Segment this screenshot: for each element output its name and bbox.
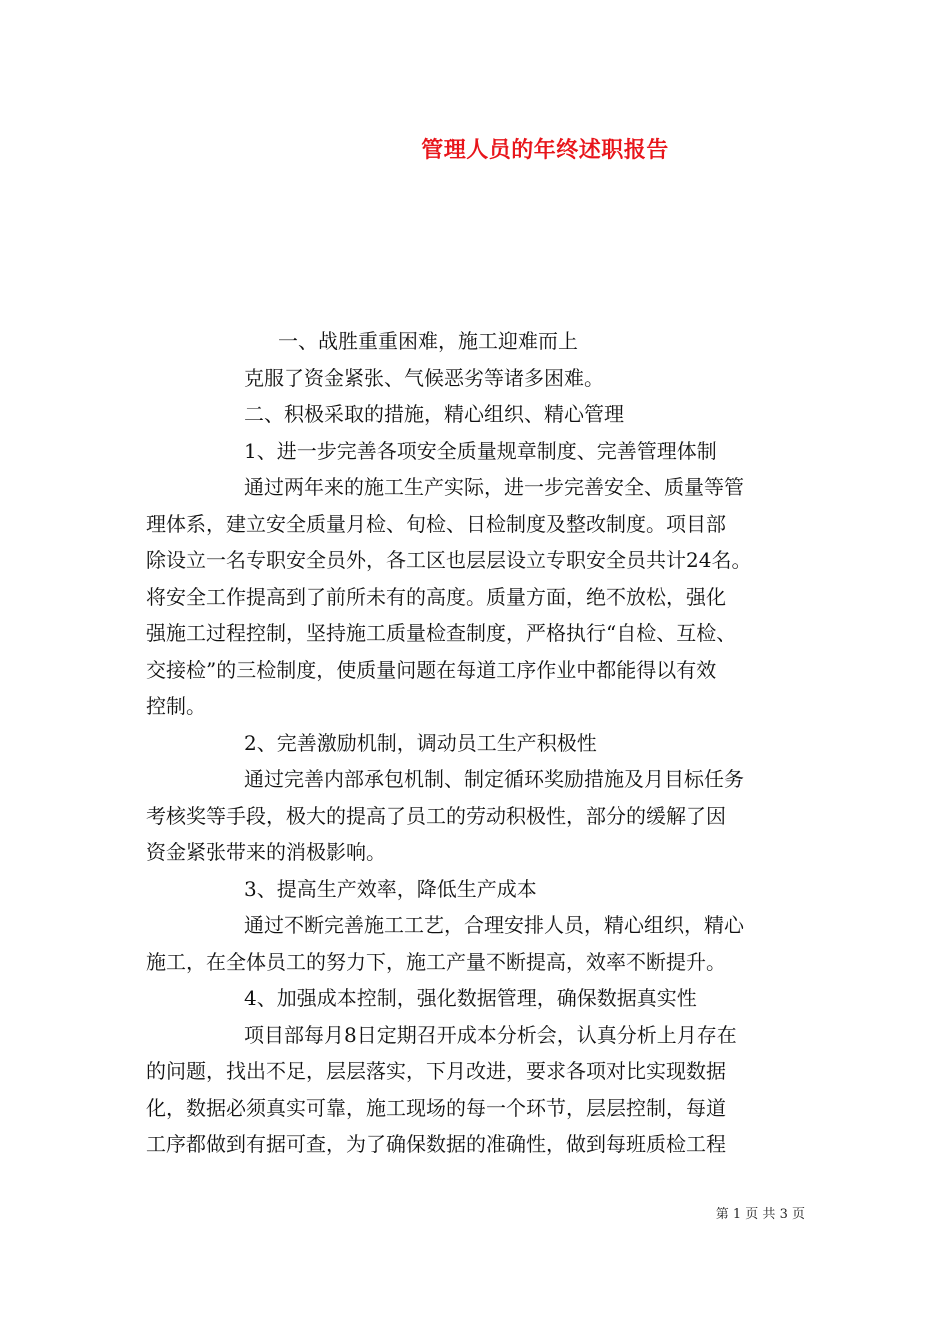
paragraph-line: 交接检”的三检制度，使质量问题在每道工序作业中都能得以有效 [146, 657, 717, 682]
paragraph-line: 施工，在全体员工的努力下，施工产量不断提高，效率不断提升。 [146, 949, 726, 974]
paragraph-line: 理体系，建立安全质量月检、旬检、日检制度及整改制度。项目部 [146, 511, 726, 536]
paragraph-line: 通过两年来的施工生产实际，进一步完善安全、质量等管 [244, 475, 744, 499]
paragraph-line: 强施工过程控制，坚持施工质量检查制度，严格执行“自检、互检、 [146, 621, 737, 645]
paragraph-line: 除设立一名专职安全员外，各工区也层层设立专职安全员共计24名。 [146, 548, 752, 572]
footer-total-pages: 3 [779, 1207, 788, 1222]
page-footer [716, 1203, 805, 1222]
document-title: 管理人员的年终述职报告 [421, 137, 669, 163]
paragraph-line: 的问题，找出不足，层层落实，下月改进，要求各项对比实现数据 [146, 1059, 726, 1083]
subsection-heading-2: 2、完善激励机制，调动员工生产积极性 [244, 730, 597, 755]
footer-suffix: 页 [791, 1207, 805, 1222]
subsection-heading-4: 4、加强成本控制，强化数据管理，确保数据真实性 [244, 986, 697, 1010]
footer-prefix: 第 [715, 1207, 729, 1222]
subsection-heading-1: 1、进一步完善各项安全质量规章制度、完善管理体制 [244, 438, 717, 463]
footer-middle: 页 共 [745, 1207, 776, 1222]
paragraph-line: 控制。 [146, 694, 206, 718]
document-body [146, 323, 818, 1163]
paragraph-line: 克服了资金紧张、气候恶劣等诸多困难。 [244, 365, 604, 390]
section-heading-2: 二、积极采取的措施，精心组织、精心管理 [244, 402, 624, 426]
section-heading-1: 一、战胜重重困难，施工迎难而上 [278, 329, 578, 353]
paragraph-line: 工序都做到有据可查，为了确保数据的准确性，做到每班质检工程 [146, 1132, 726, 1156]
subsection-heading-3: 3、提高生产效率，降低生产成本 [244, 876, 537, 901]
paragraph-line: 项目部每月8日定期召开成本分析会，认真分析上月存在 [244, 1022, 737, 1047]
paragraph-line: 考核奖等手段，极大的提高了员工的劳动积极性，部分的缓解了因 [146, 803, 726, 828]
paragraph-line: 通过不断完善施工工艺，合理安排人员，精心组织，精心 [244, 913, 744, 937]
paragraph-line: 通过完善内部承包机制、制定循环奖励措施及月目标任务 [244, 767, 744, 791]
paragraph-line: 化，数据必须真实可靠，施工现场的每一个环节，层层控制，每道 [146, 1095, 726, 1120]
footer-current-page: 1 [732, 1207, 742, 1222]
paragraph-line: 资金紧张带来的消极影响。 [146, 840, 386, 864]
paragraph-line: 将安全工作提高到了前所未有的高度。质量方面，绝不放松，强化 [146, 584, 726, 609]
